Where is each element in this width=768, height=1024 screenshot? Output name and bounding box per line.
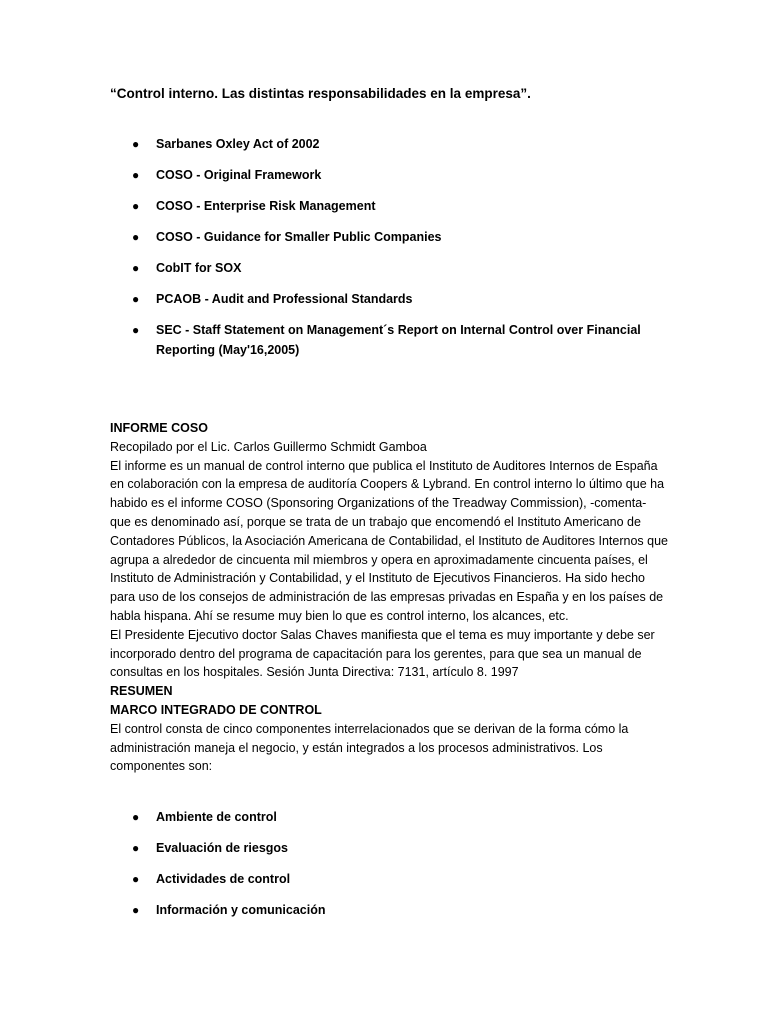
list-item[interactable] [110, 196, 670, 216]
component-label: Evaluación de riesgos [156, 841, 288, 855]
bullet-icon: ● [132, 810, 140, 824]
bullet-icon: ● [132, 292, 140, 306]
list-item [110, 838, 670, 858]
bullet-icon: ● [132, 903, 140, 917]
bullet-icon: ● [132, 230, 140, 244]
informe-heading: INFORME COSO [110, 421, 208, 435]
components-list [110, 807, 670, 931]
bullet-icon: ● [132, 841, 140, 855]
link-label[interactable]: SEC - Staff Statement on Management´s Report on Internal Control over Financial Reporting (May'16,2005) [156, 323, 641, 357]
resumen-heading: RESUMEN [110, 684, 173, 699]
list-item[interactable] [110, 320, 670, 360]
list-item [110, 869, 670, 889]
list-item[interactable] [110, 258, 670, 278]
body-text [110, 419, 670, 776]
link-label[interactable]: COSO - Enterprise Risk Management [156, 199, 376, 213]
bullet-icon: ● [132, 261, 140, 275]
list-item[interactable] [110, 227, 670, 247]
link-label[interactable]: Sarbanes Oxley Act of 2002 [156, 137, 320, 151]
link-label[interactable]: PCAOB - Audit and Professional Standards [156, 292, 413, 306]
compiled-by: Recopilado por el Lic. Carlos Guillermo Schmidt Gamboa [110, 439, 427, 454]
list-item [110, 807, 670, 827]
reference-link-list [110, 134, 670, 371]
list-item[interactable] [110, 134, 670, 154]
list-item [110, 900, 670, 920]
bullet-icon: ● [132, 199, 140, 213]
component-label: Actividades de control [156, 872, 291, 886]
paragraph-president: El Presidente Ejecutivo doctor Salas Chaves manifiesta que el tema es muy importante y debe ser incorporado dentro del programa de capacitación para los gerentes, para que sea un manual de consultas en los hospitales. Sesión Junta Directiva: 7131, artículo 8. 1997 [110, 627, 655, 680]
paragraph-components: El control consta de cinco componentes interrelacionados que se derivan de la forma cómo la administración maneja el negocio, y están integrados a los procesos administrativos. Los componentes son: [110, 721, 629, 774]
bullet-icon: ● [132, 323, 140, 337]
marco-heading: MARCO INTEGRADO DE CONTROL [110, 702, 322, 717]
list-item[interactable] [110, 289, 670, 309]
component-label: Información y comunicación [156, 903, 326, 917]
bullet-icon: ● [132, 872, 140, 886]
component-label: Ambiente de control [156, 810, 277, 824]
list-item[interactable] [110, 165, 670, 185]
paragraph-intro: El informe es un manual de control interno que publica el Instituto de Auditores Internos de España en colaboración con la empresa de auditoría Coopers & Lybrand. En control interno lo último que ha habido es el informe COSO (Sponsoring Organizations of the Treadway Commission), -comenta- que es denominado así, porque se trata de un trabajo que encomendó el Instituto Americano de Contadores Públicos, la Asociación Americana de Contabilidad, el Instituto de Auditores Internos que agrupa a alrededor de cincuenta mil miembros y opera en aproximadamente cincuenta países, el Instituto de Administración y Contabilidad, y el Instituto de Ejecutivos Financieros. Ha sido hecho para uso de los consejos de administración de las empresas privadas en España y en los países de habla hispana. Ahí se resume muy bien lo que es control interno, los alcances, etc. [110, 458, 668, 623]
bullet-icon: ● [132, 137, 140, 151]
bullet-icon: ● [132, 168, 140, 182]
link-label[interactable]: CobIT for SOX [156, 261, 242, 275]
document-title: “Control interno. Las distintas responsabilidades en la empresa”. [110, 86, 531, 101]
link-label[interactable]: COSO - Original Framework [156, 168, 322, 182]
link-label[interactable]: COSO - Guidance for Smaller Public Companies [156, 230, 442, 244]
